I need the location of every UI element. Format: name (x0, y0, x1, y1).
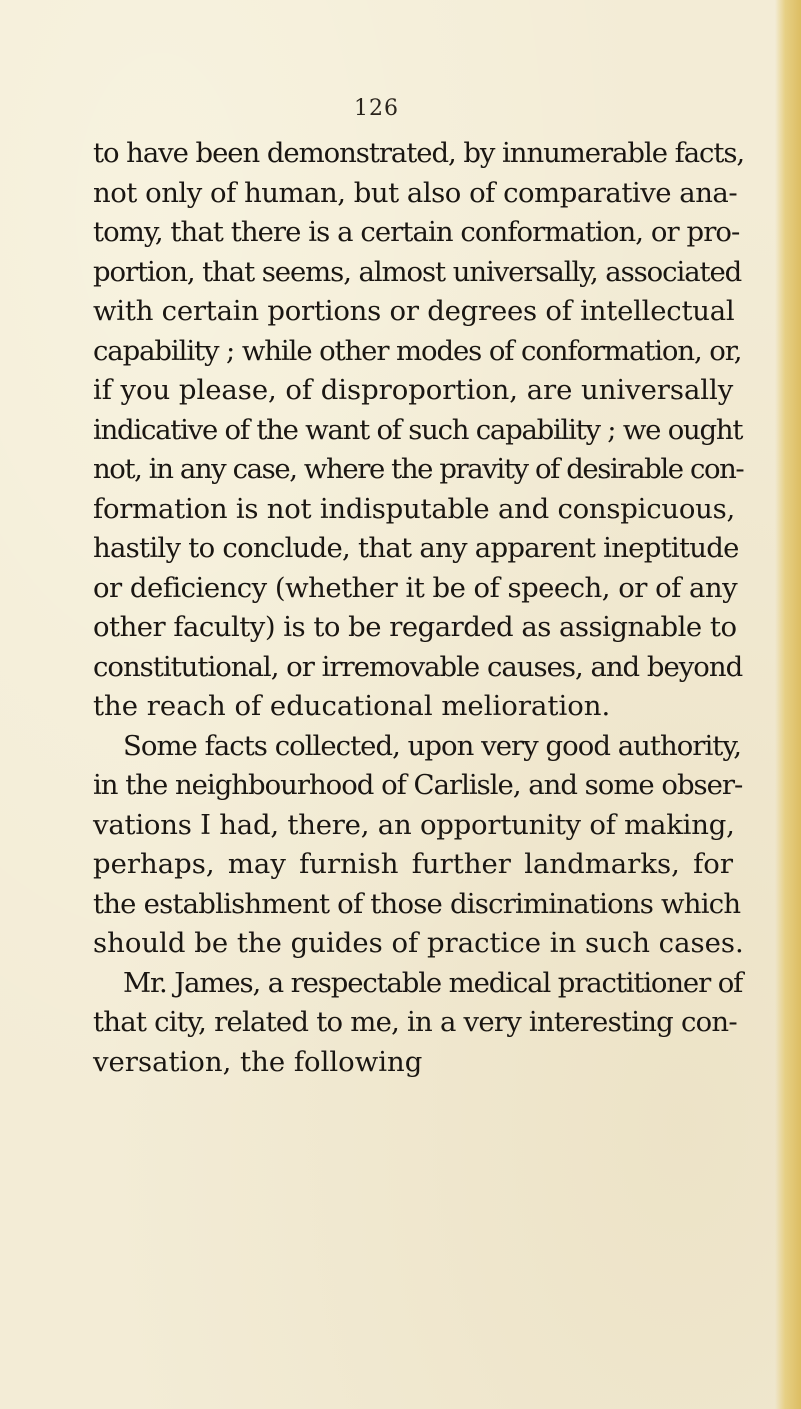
text-line: not, in any case, where the pravity of desirable con- (93, 453, 744, 485)
text-line: hastily to conclude, that any apparent ineptitude (93, 532, 739, 564)
text-line: or deficiency (whether it be of speech, or of any (93, 571, 738, 604)
text-line: with certain portions or degrees of intellectual (93, 295, 735, 327)
text-line: to have been demonstrated, by innumerable facts, (93, 137, 745, 169)
text-line: the establishment of those discriminations which (93, 887, 741, 920)
page-edge (775, 0, 801, 1409)
text-line: formation is not indisputable and conspicuous, (93, 492, 736, 525)
text-line: in the neighbourhood of Carlisle, and some obser- (93, 769, 743, 801)
text-line: other faculty) is to be regarded as assignable to (93, 611, 737, 643)
text-line: vations I had, there, an opportunity of making, (93, 808, 735, 841)
text-line: indicative of the want of such capability ; we ought (93, 413, 743, 446)
text-line: portion, that seems, almost universally, associated (93, 255, 742, 288)
text-line: not only of human, but also of comparative ana- (93, 176, 738, 209)
text-line: tomy, that there is a certain conformation, or pro- (93, 216, 740, 248)
text-line: capability ; while other modes of conformation, or, (93, 334, 742, 367)
body-text (93, 134, 745, 1082)
text-line: perhaps, may furnish further landmarks, for (93, 848, 733, 880)
text-line: Some facts collected, upon very good authority, (123, 729, 742, 762)
text-line: if you please, of disproportion, are universally (93, 374, 734, 406)
text-line: constitutional, or irremovable causes, and beyond (93, 650, 743, 683)
text-line: Mr. James, a respectable medical practitioner of (123, 966, 743, 999)
text-line: should be the guides of practice in such cases. (93, 927, 744, 959)
text-line: the reach of educational melioration. (93, 690, 611, 722)
page-number: 126 (354, 96, 399, 121)
text-line: that city, related to me, in a very interesting con- (93, 1006, 737, 1038)
text-line: versation, the following (93, 1045, 423, 1078)
